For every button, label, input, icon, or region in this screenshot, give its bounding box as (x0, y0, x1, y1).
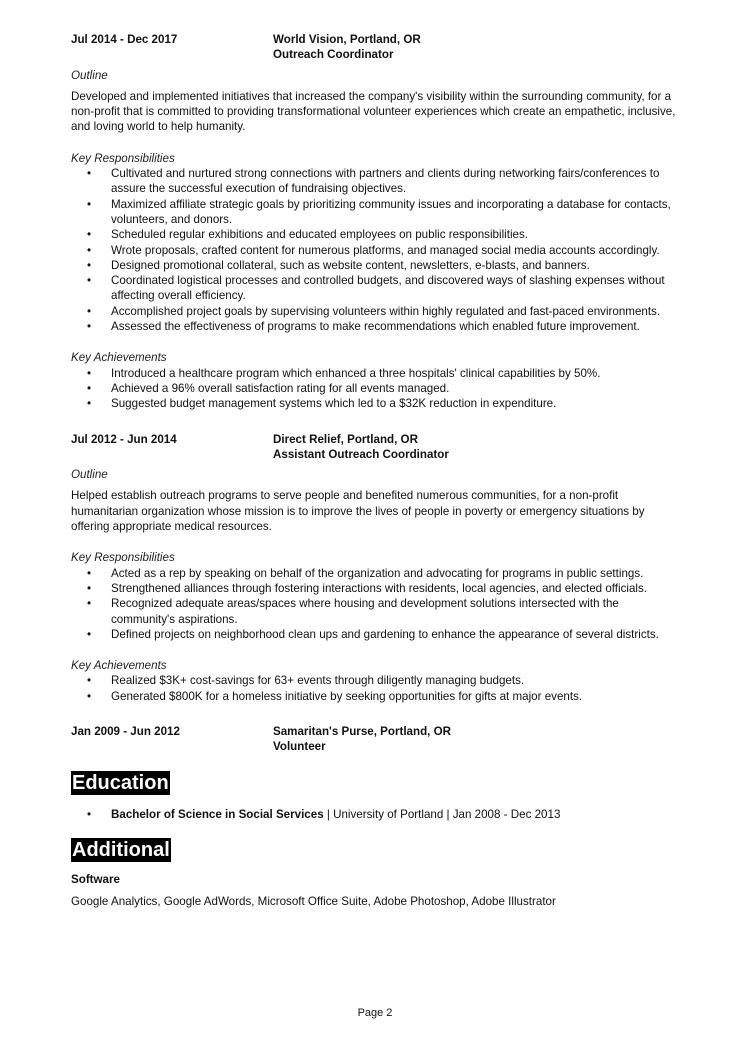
job-date: Jul 2012 - Jun 2014 (71, 432, 177, 446)
list-item: • Accomplished project goals by supervising volunteers within highly regulated and fast-paced environments. (71, 304, 681, 319)
achievements-label: Key Achievements (71, 351, 167, 365)
list-item: • Recognized adequate areas/spaces where housing and development solutions intersected with the community's aspirations. (71, 596, 681, 627)
job-entry (71, 432, 681, 704)
job-date: Jan 2009 - Jun 2012 (71, 724, 180, 738)
resume-page (71, 32, 681, 909)
outline-label: Outline (71, 468, 108, 482)
education-list (71, 807, 681, 822)
job-organization: Samaritan's Purse, Portland, OR (273, 724, 452, 738)
list-item: • Defined projects on neighborhood clean ups and gardening to enhance the appearance of several districts. (71, 627, 681, 642)
job-date: Jul 2014 - Dec 2017 (71, 33, 178, 46)
section-heading: Education (72, 771, 169, 794)
responsibilities-list (71, 566, 681, 642)
job-header (71, 32, 681, 63)
degree-details: | University of Portland | Jan 2008 - Dec 2013 (323, 807, 561, 821)
job-entry (71, 32, 681, 412)
page-number: Page 2 (357, 1007, 393, 1019)
list-item: • Acted as a rep by speaking on behalf of the organization and advocating for programs in public settings. (71, 566, 681, 581)
outline-text: Developed and implemented initiatives that increased the company's visibility within the surrounding community, for a non-profit that is committed to providing transformational volunteer experiences which create an empathetic, inclusive, and loving world to help humanity. (71, 89, 676, 134)
list-item: • Suggested budget management systems which led to a $32K reduction in expenditure. (71, 396, 681, 411)
job-title: Assistant Outreach Coordinator (273, 447, 449, 461)
responsibilities-list (71, 166, 681, 334)
list-item: • Scheduled regular exhibitions and educated employees on public responsibilities. (71, 227, 681, 242)
degree-name: Bachelor of Science in Social Services (111, 807, 324, 821)
job-entry (71, 724, 681, 755)
software-label: Software (71, 872, 120, 886)
job-title: Volunteer (273, 740, 326, 754)
education-section (71, 771, 681, 822)
job-organization: World Vision, Portland, OR (273, 33, 421, 46)
list-item: • Generated $800K for a homeless initiative by seeking opportunities for gifts at major events. (71, 689, 681, 704)
list-item: • Strengthened alliances through fostering interactions with residents, local agencies, and elected officials. (71, 581, 681, 596)
list-item: • Coordinated logistical processes and controlled budgets, and discovered ways of slashing expenses without affecting overall efficiency. (71, 273, 681, 304)
job-header (71, 432, 681, 463)
achievements-list (71, 366, 681, 412)
list-item: • Wrote proposals, crafted content for numerous platforms, and managed social media accounts accordingly. (71, 243, 681, 258)
list-item: • Achieved a 96% overall satisfaction rating for all events managed. (71, 381, 681, 396)
outline-label: Outline (71, 68, 108, 82)
achievements-list (71, 673, 681, 704)
list-item: • Introduced a healthcare program which enhanced a three hospitals' clinical capabilities by 50%. (71, 366, 681, 381)
list-item: • Cultivated and nurtured strong connections with partners and clients during networking fairs/conferences to assure the successful execution of fundraising objectives. (71, 166, 681, 197)
section-heading: Additional (72, 838, 170, 861)
list-item: • Realized $3K+ cost-savings for 63+ events through diligently managing budgets. (71, 673, 681, 688)
job-organization: Direct Relief, Portland, OR (273, 432, 418, 446)
job-header (71, 724, 681, 755)
job-title: Outreach Coordinator (273, 48, 394, 62)
list-item: • Maximized affiliate strategic goals by prioritizing community issues and incorporating a database for contacts, volunteers, and donors. (71, 197, 681, 228)
outline-text: Helped establish outreach programs to serve people and benefited numerous communities, for a non-profit humanitarian organization whose mission is to improve the lives of people in poverty or emergency situations by offering appropriate medical resources. (71, 489, 645, 534)
list-item: • Designed promotional collateral, such as website content, newsletters, e-blasts, and banners. (71, 258, 681, 273)
software-list: Google Analytics, Google AdWords, Microsoft Office Suite, Adobe Photoshop, Adobe Illustrator (71, 895, 556, 909)
responsibilities-label: Key Responsibilities (71, 551, 175, 565)
additional-section (71, 838, 681, 910)
achievements-label: Key Achievements (71, 659, 167, 673)
list-item (71, 807, 681, 822)
responsibilities-label: Key Responsibilities (71, 151, 175, 165)
list-item: • Assessed the effectiveness of programs to make recommendations which enabled future improvement. (71, 319, 681, 334)
